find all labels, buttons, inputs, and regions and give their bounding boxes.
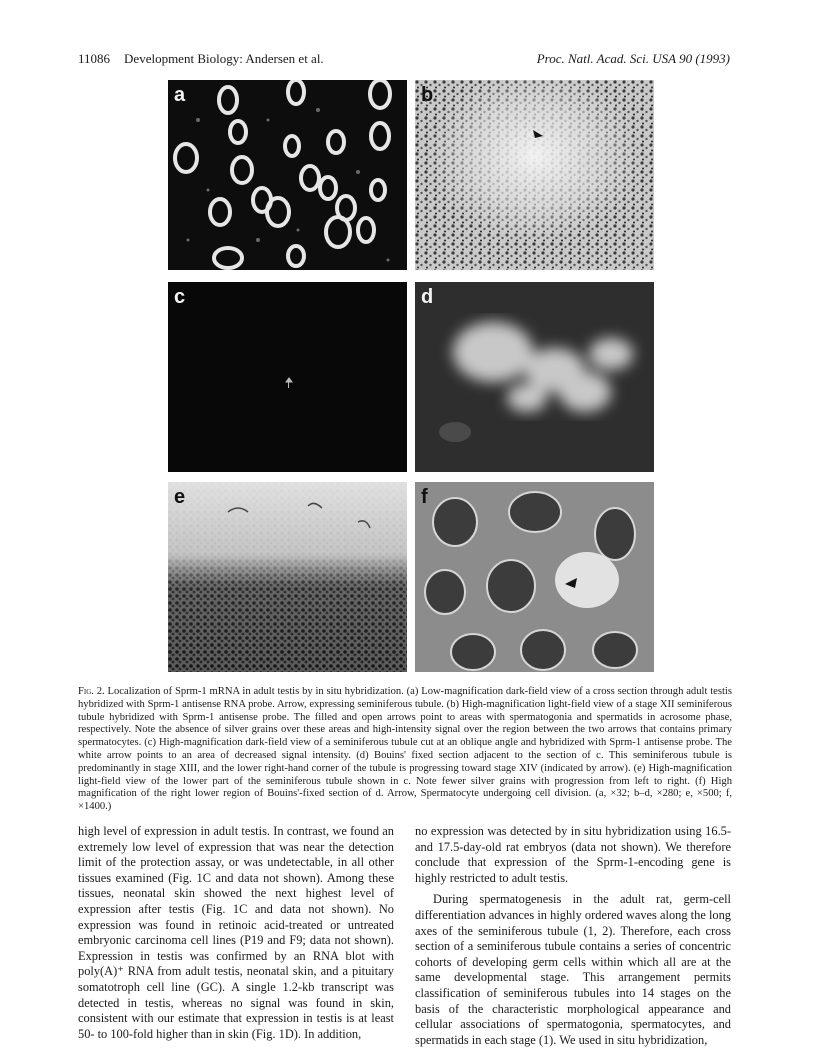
light-field-micrograph-icon xyxy=(415,482,654,672)
panel-b-micrograph xyxy=(415,80,654,270)
body-column-left xyxy=(78,824,394,1042)
panel-e-micrograph xyxy=(168,482,407,672)
panel-label: b xyxy=(421,84,434,106)
body-column-right xyxy=(415,824,731,1048)
panel-label: d xyxy=(421,286,434,308)
section-title: Development Biology: Andersen et al. xyxy=(124,51,324,66)
caption-text: Localization of Sprm-1 mRNA in adult testis by in situ hybridization. (a) Low-magnification dark-field view of a cross section through adult testis hybridized with Sprm-1 antisense RNA probe. Arrow, expressing seminiferous tubule. (b) High-magnification light-field view of a stage XII seminiferous tubule hybridized with Sprm-1 antisense probe. The filled and open arrows point to areas with spermatogonia and spermatids in acrosome phase, respectively. Note the absence of silver grains over these areas and high-intensity signal over the region between the two arrows that contains primary spermatocytes. (c) High-magnification dark-field view of a seminiferous tubule cut at an oblique angle and hybridized with Sprm-1 antisense probe. The white arrow points to an area of decreased signal intensity. (d) Bouins' fixed section adjacent to the section of c. This seminiferous tubule is predominantly in stage XIII, and the lower right-hand corner of the tubule is progressing toward stage XIV (indicated by arrow). (e) High-magnification light-field view of the lower part of the seminiferous tubule shown in c. Note fewer silver grains with progression from left to right. (f) High magnification of the right lower region of Bouins'-fixed section of d. Arrow, Spermatocyte undergoing cell division. (a, ×32; b–d, ×280; e, ×500; f, ×1400.) xyxy=(78,686,732,813)
dark-field-micrograph-icon xyxy=(415,282,654,472)
caption-lead: Fig. 2. xyxy=(78,686,105,697)
panel-label: c xyxy=(174,286,186,308)
figure-caption xyxy=(78,686,732,814)
panel-c-micrograph xyxy=(168,282,407,472)
panel-f-micrograph xyxy=(415,482,654,672)
panel-d-micrograph xyxy=(415,282,654,472)
dark-field-micrograph-icon xyxy=(168,80,407,270)
panel-label: e xyxy=(174,486,186,508)
paragraph: During spermatogenesis in the adult rat, germ-cell differentiation advances in highly ordered waves along the long axes of the seminiferous tubule (1, 2). Therefore, each cross section of a seminiferous tubule contains a series of concentric cohorts of developing germ cells within which all are at the same developmental stage. This arrangement permits classification of seminiferous tubules into 14 stages on the basis of the characteristic morphological appearance and cellular associations of spermatogonia, spermatocytes, and spermatids in each stage (1). We used in situ hybridization, xyxy=(415,892,731,1047)
paragraph: high level of expression in adult testis. In contrast, we found an extremely low level of expression that was near the detection limit of the protection assay, or was undetectable, in all other tissues examined (Fig. 1C and data not shown). Among these tissues, neonatal skin showed the next highest level of expression after testis (Fig. 1C and data not shown). No expression was found in retinoic acid-treated or untreated embryonic carcinoma cell lines (P19 and F9; data not shown). Expression in testis was confirmed by an RNA blot with poly(A)⁺ RNA from adult testis, neonatal skin, and a pituitary somatotroph cell line (GC). A single 1.2-kb transcript was detected in testis, whereas no signal was found in skin, consistent with our estimate that expression in testis is at least 50- to 100-fold higher than in skin (Fig. 1D). In addition, xyxy=(78,824,394,1041)
panel-label: a xyxy=(174,84,186,106)
running-header xyxy=(78,50,730,68)
header-left xyxy=(78,50,324,68)
panel-label: f xyxy=(421,486,428,508)
panel-a-micrograph xyxy=(168,80,407,270)
light-field-micrograph-icon xyxy=(415,80,654,270)
dark-field-micrograph-icon xyxy=(168,282,407,472)
journal-citation: Proc. Natl. Acad. Sci. USA 90 (1993) xyxy=(536,51,730,66)
page-number: 11086 xyxy=(78,51,111,66)
light-field-micrograph-icon xyxy=(168,482,407,672)
paragraph: no expression was detected by in situ hybridization using 16.5- and 17.5-day-old rat embryos (data not shown). We therefore conclude that expression of the Sprm-1-encoding gene is highly restricted to adult testis. xyxy=(415,824,731,885)
figure-2 xyxy=(168,80,654,674)
